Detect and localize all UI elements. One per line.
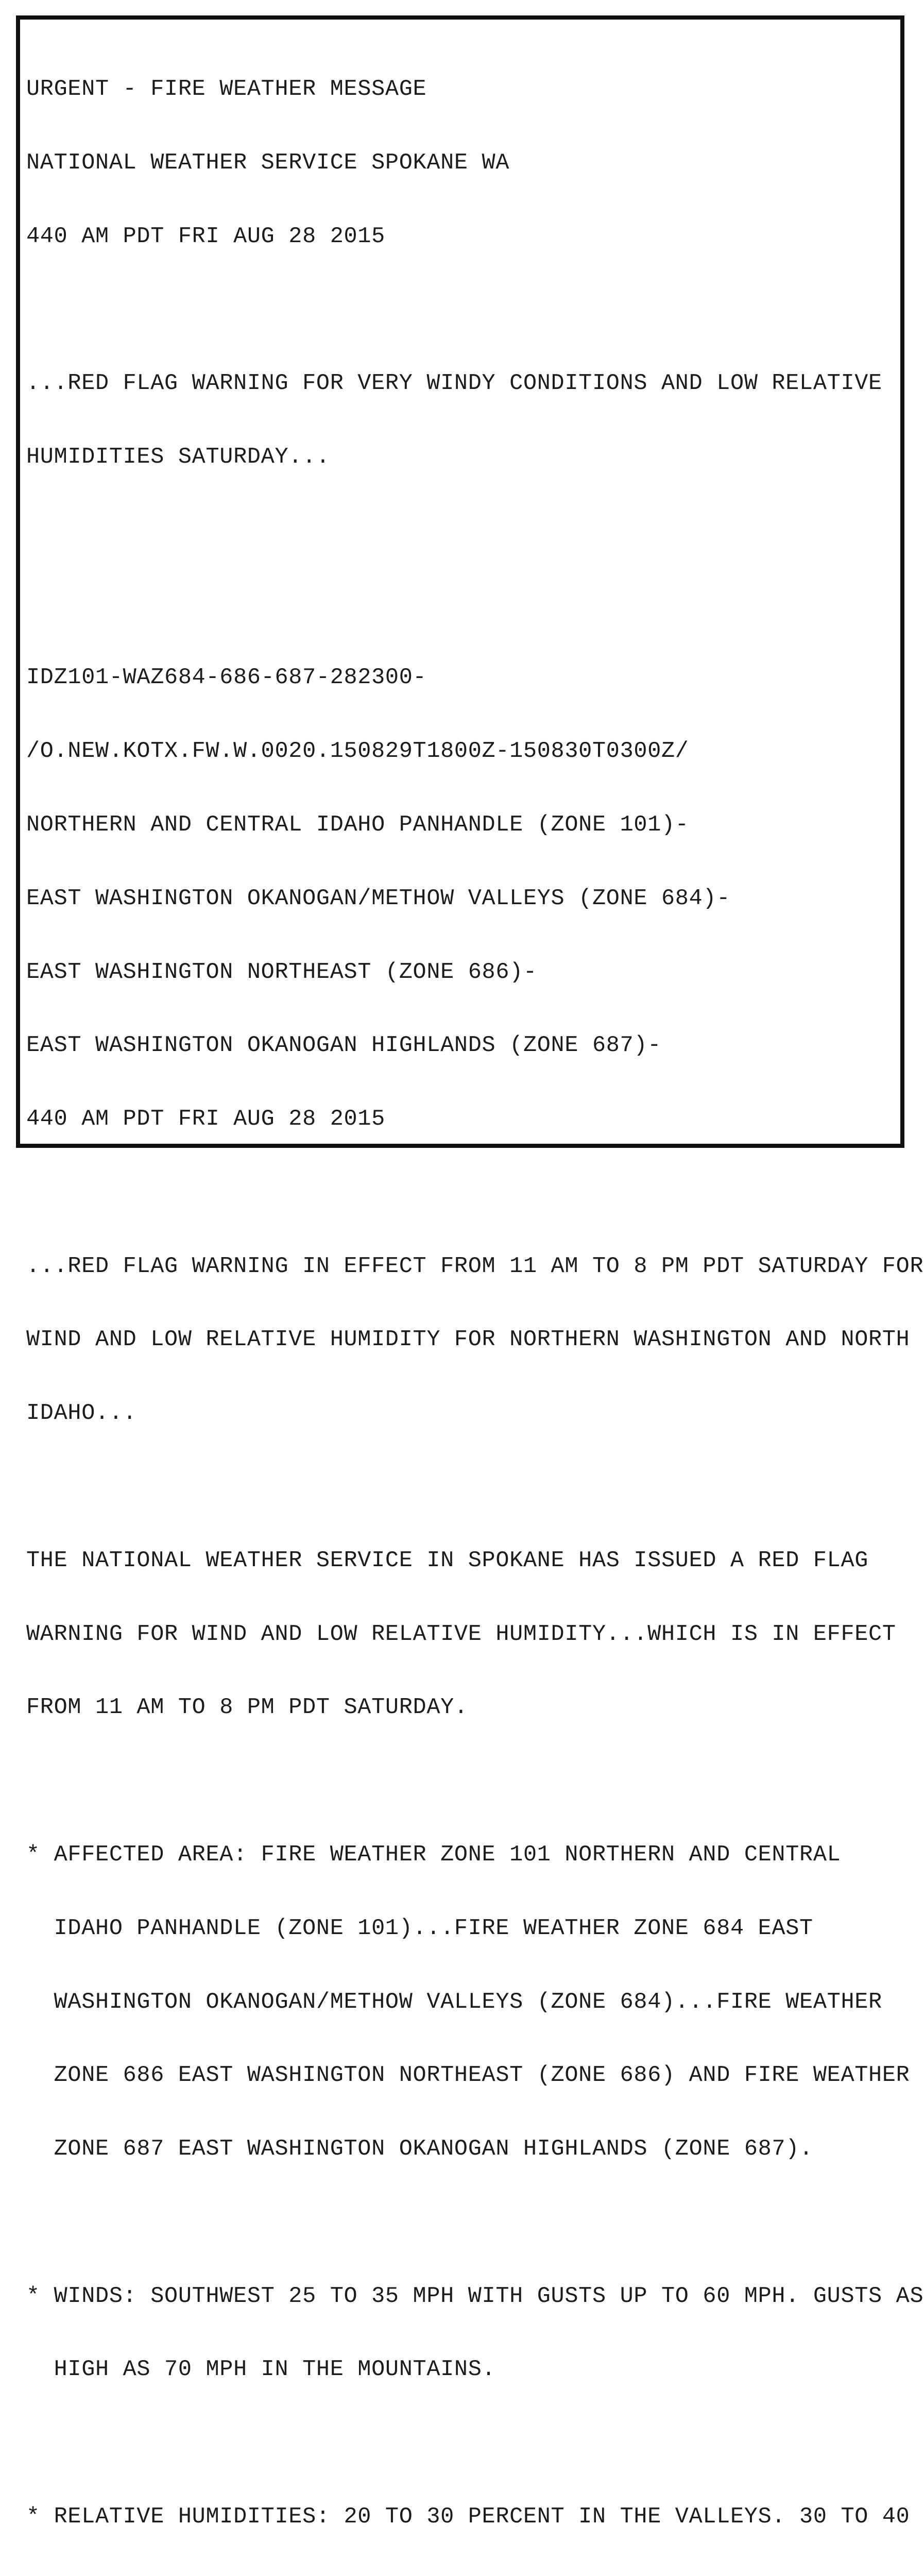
message-line: 440 AM PDT FRI AUG 28 2015	[26, 1107, 385, 1132]
message-line: HIGH AS 70 MPH IN THE MOUNTAINS.	[26, 2357, 496, 2383]
message-line: IDZ101-WAZ684-686-687-282300-	[26, 665, 427, 691]
message-line: NATIONAL WEATHER SERVICE SPOKANE WA	[26, 150, 510, 176]
message-line: WIND AND LOW RELATIVE HUMIDITY FOR NORTHERN WASHINGTON AND NORTH	[26, 1327, 910, 1353]
message-line: ZONE 686 EAST WASHINGTON NORTHEAST (ZONE 686) AND FIRE WEATHER	[26, 2063, 910, 2089]
message-line: THE NATIONAL WEATHER SERVICE IN SPOKANE HAS ISSUED A RED FLAG	[26, 1548, 869, 1573]
message-line: IDAHO PANHANDLE (ZONE 101)...FIRE WEATHER ZONE 684 EAST	[26, 1916, 813, 1941]
message-line: /O.NEW.KOTX.FW.W.0020.150829T1800Z-150830T0300Z/	[26, 739, 689, 765]
message-line: ...RED FLAG WARNING FOR VERY WINDY CONDITIONS AND LOW RELATIVE	[26, 371, 882, 397]
message-line	[26, 1475, 923, 1500]
message-line: ZONE 687 EAST WASHINGTON OKANOGAN HIGHLANDS (ZONE 687).	[26, 2137, 813, 2162]
fire-weather-message-text	[26, 28, 923, 2576]
message-line: 440 AM PDT FRI AUG 28 2015	[26, 224, 385, 249]
message-line: NORTHERN AND CENTRAL IDAHO PANHANDLE (ZONE 101)-	[26, 812, 689, 838]
message-line: URGENT - FIRE WEATHER MESSAGE	[26, 77, 427, 103]
message-line	[26, 298, 923, 323]
message-line	[26, 2211, 923, 2235]
message-line	[26, 592, 923, 617]
message-line: WASHINGTON OKANOGAN/METHOW VALLEYS (ZONE 684)...FIRE WEATHER	[26, 1989, 882, 2015]
message-line: HUMIDITIES SATURDAY...	[26, 445, 330, 470]
message-line: EAST WASHINGTON NORTHEAST (ZONE 686)-	[26, 959, 537, 985]
message-line: * WINDS: SOUTHWEST 25 TO 35 MPH WITH GUSTS UP TO 60 MPH. GUSTS AS	[26, 2283, 924, 2309]
message-line: ...RED FLAG WARNING IN EFFECT FROM 11 AM TO 8 PM PDT SATURDAY FOR	[26, 1253, 924, 1279]
message-line: IDAHO...	[26, 1401, 137, 1427]
message-line	[26, 1769, 923, 1794]
message-line	[26, 1181, 923, 1206]
message-line: EAST WASHINGTON OKANOGAN HIGHLANDS (ZONE 687)-	[26, 1033, 661, 1059]
message-line	[26, 2431, 923, 2456]
message-line: EAST WASHINGTON OKANOGAN/METHOW VALLEYS (ZONE 684)-	[26, 886, 731, 911]
message-line: * AFFECTED AREA: FIRE WEATHER ZONE 101 NORTHERN AND CENTRAL	[26, 1842, 841, 1868]
message-line: FROM 11 AM TO 8 PM PDT SATURDAY.	[26, 1695, 468, 1721]
message-line	[26, 519, 923, 544]
message-line: WARNING FOR WIND AND LOW RELATIVE HUMIDITY...WHICH IS IN EFFECT	[26, 1621, 896, 1647]
message-line: * RELATIVE HUMIDITIES: 20 TO 30 PERCENT IN THE VALLEYS. 30 TO 40	[26, 2504, 910, 2530]
